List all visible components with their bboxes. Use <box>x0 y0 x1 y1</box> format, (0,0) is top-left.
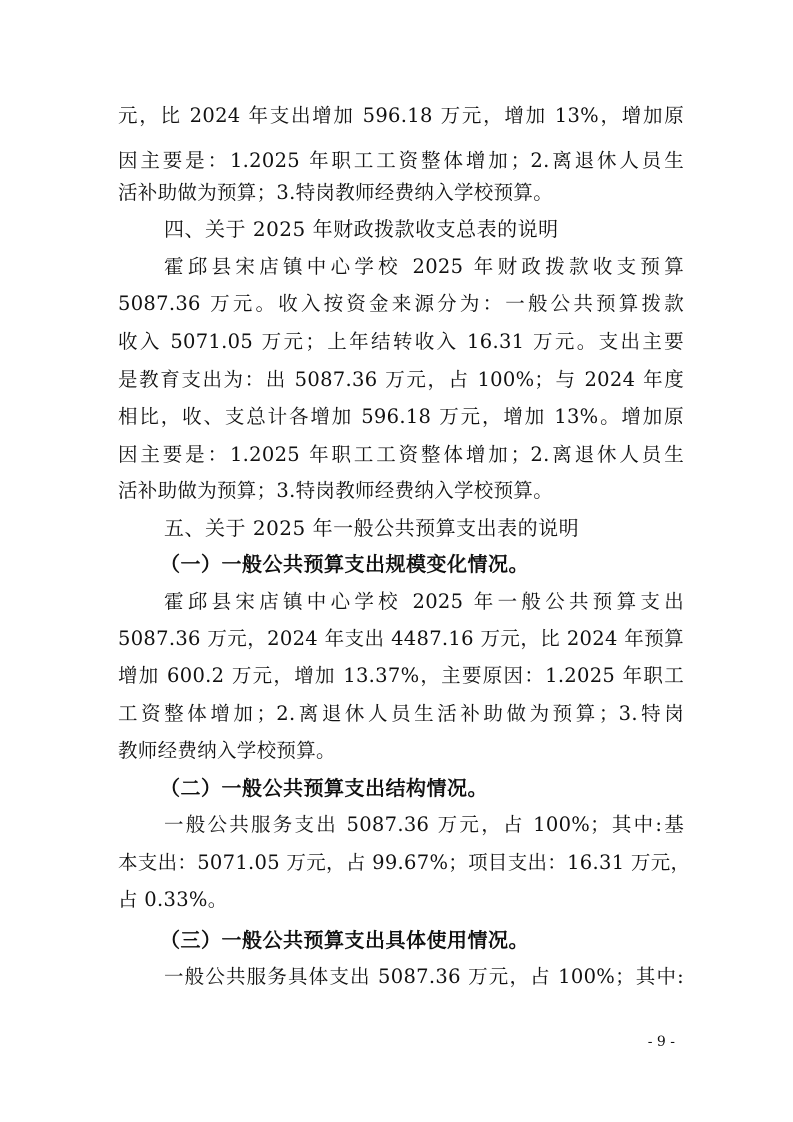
page-number: - 9 - <box>647 1034 675 1050</box>
subsection-heading-3: （三）一般公共预算支出具体使用情况。 <box>160 928 529 952</box>
paragraph-line: 工资整体增加；2.离退休人员生活补助做为预算；3.特岗 <box>118 702 684 725</box>
paragraph-line: 一般公共服务支出 5087.36 万元，占 100%；其中:基 <box>164 813 684 836</box>
paragraph-line: 本支出：5071.05 万元，占 99.67%；项目支出：16.31 万元， <box>118 851 691 874</box>
paragraph-line: 是教育支出为：出 5087.36 万元，占 100%；与 2024 年度 <box>118 368 684 391</box>
paragraph-line: 一般公共服务具体支出 5087.36 万元，占 100%；其中: <box>164 965 684 988</box>
subsection-heading-2: （二）一般公共预算支出结构情况。 <box>160 776 488 800</box>
paragraph-line: 5087.36 万元，2024 年支出 4487.16 万元，比 2024 年预算 <box>118 627 684 650</box>
subsection-heading-1: （一）一般公共预算支出规模变化情况。 <box>160 552 529 576</box>
section-heading-4: 四、关于 2025 年财政拨款收支总表的说明 <box>164 217 559 241</box>
paragraph-line: 占 0.33%。 <box>118 888 228 911</box>
paragraph-line: 活补助做为预算；3.特岗教师经费纳入学校预算。 <box>118 479 554 502</box>
paragraph-line: 增加 600.2 万元，增加 13.37%，主要原因：1.2025 年职工 <box>118 664 684 687</box>
paragraph-line: 活补助做为预算；3.特岗教师经费纳入学校预算。 <box>118 181 554 204</box>
paragraph-line: 霍邱县宋店镇中心学校 2025 年一般公共预算支出 <box>164 590 684 613</box>
paragraph-line: 因主要是：1.2025 年职工工资整体增加；2.离退休人员生 <box>118 149 684 172</box>
paragraph-line: 教师经费纳入学校预算。 <box>118 739 336 762</box>
paragraph-line: 元，比 2024 年支出增加 596.18 万元，增加 13%，增加原 <box>118 104 684 127</box>
paragraph-line: 霍邱县宋店镇中心学校 2025 年财政拨款收支预算 <box>164 255 684 278</box>
paragraph-line: 5087.36 万元。收入按资金来源分为：一般公共预算拨款 <box>118 292 684 315</box>
paragraph-line: 收入 5071.05 万元；上年结转收入 16.31 万元。支出主要 <box>118 330 684 353</box>
paragraph-line: 因主要是：1.2025 年职工工资整体增加；2.离退休人员生 <box>118 443 684 466</box>
paragraph-line: 相比，收、支总计各增加 596.18 万元，增加 13%。增加原 <box>118 405 684 428</box>
section-heading-5: 五、关于 2025 年一般公共预算支出表的说明 <box>164 516 580 540</box>
